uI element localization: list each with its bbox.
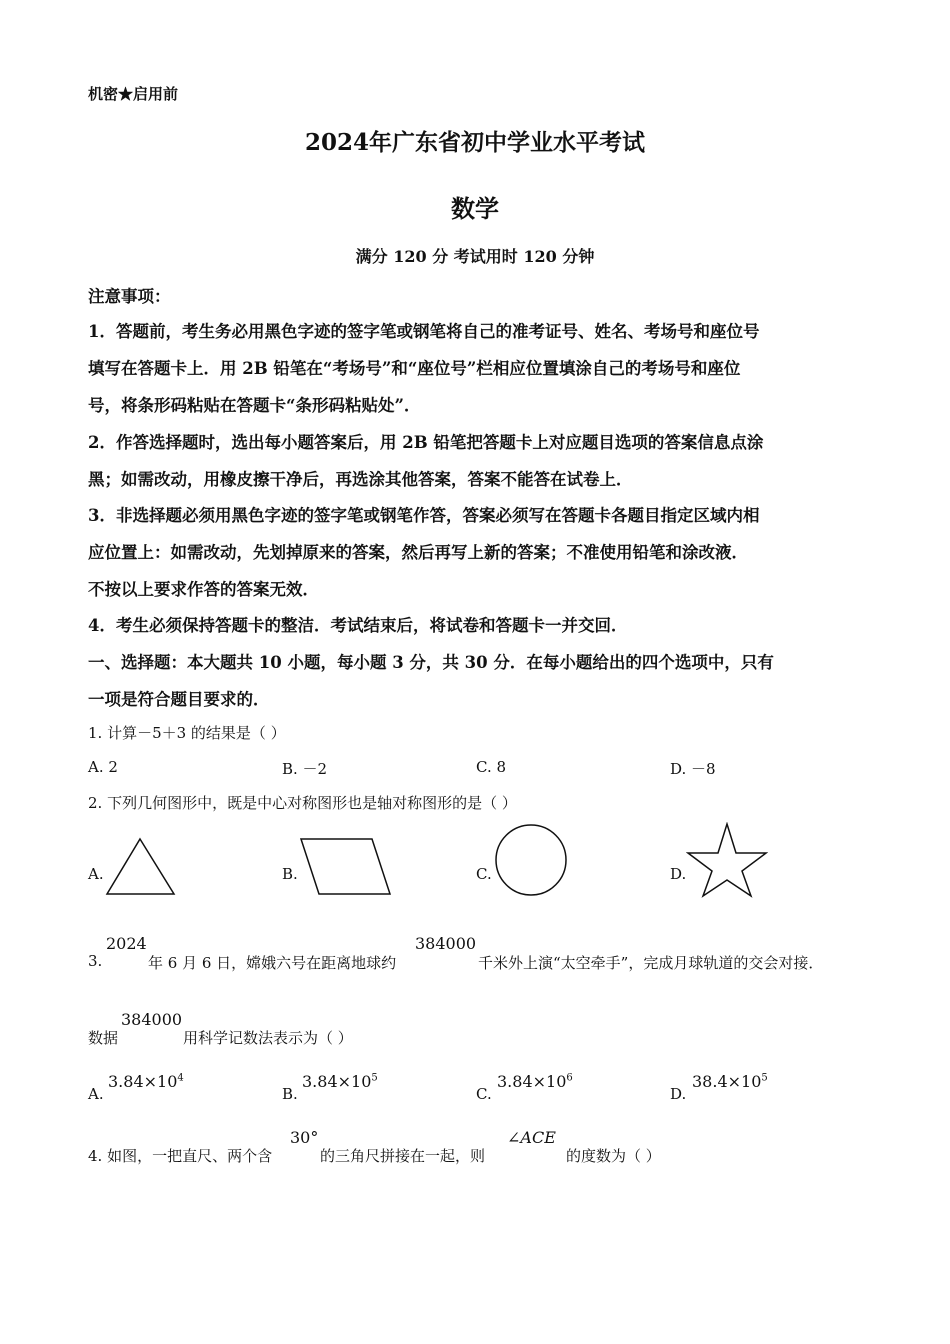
note-line: 填写在答题卡上．用 2B 铅笔在“考场号”和“座位号”栏相应位置填涂自己的考场号和座位 [88, 359, 741, 378]
q3-year: 2024 [106, 934, 147, 953]
q3-line2-prefix: 数据 [88, 1029, 119, 1047]
q3-option-c [476, 1085, 492, 1103]
q3-distance: 384000 [415, 934, 477, 953]
sci-exp: 6 [566, 1072, 573, 1084]
q1-option-b: B. －2 [282, 760, 328, 778]
q3-option-d-value [692, 1072, 768, 1091]
q3-option-b [282, 1085, 298, 1103]
q4-text2: 的三角尺拼接在一起，则 [320, 1147, 486, 1165]
option-label: C. [476, 1085, 492, 1103]
note-line: 3．非选择题必须用黑色字迹的签字笔或钢笔作答，答案必须写在答题卡各题目指定区域内相 [88, 506, 760, 525]
sci-base: 3.84×10 [108, 1072, 178, 1091]
sci-base: 3.84×10 [302, 1072, 372, 1091]
q3-text1: 年 6 月 6 日，嫦娥六号在距离地球约 [148, 954, 397, 972]
q4-text3: 的度数为（ ） [566, 1147, 661, 1165]
q2-option-a-label: A. [88, 865, 104, 883]
note-line: 不按以上要求作答的答案无效． [88, 580, 319, 599]
q2-option-c-label: C. [476, 865, 492, 883]
exam-info: 满分 120 分 考试用时 120 分钟 [355, 247, 595, 266]
q3-option-c-value [497, 1072, 573, 1091]
notes-heading: 注意事项： [88, 287, 171, 306]
sci-exp: 5 [761, 1072, 768, 1084]
q4-ace: ∠ACE [507, 1128, 556, 1147]
q1-option-c: C. 8 [476, 758, 507, 776]
parallelogram-icon [298, 836, 393, 898]
q1-stem: 1. 计算－5＋3 的结果是（ ） [88, 724, 286, 742]
q3-option-a-value [108, 1072, 184, 1091]
sci-exp: 4 [177, 1072, 184, 1084]
page-title: 2024年广东省初中学业水平考试 [304, 129, 645, 156]
q4-angle: 30° [290, 1128, 319, 1147]
option-label: B. [282, 1085, 298, 1103]
q3-line2-num: 384000 [121, 1010, 183, 1029]
circle-icon [492, 822, 570, 900]
sci-exp: 5 [371, 1072, 378, 1084]
q1-option-a: A. 2 [88, 758, 118, 776]
option-label: D. [670, 1085, 687, 1103]
sci-base: 3.84×10 [497, 1072, 567, 1091]
subject-title: 数学 [451, 194, 499, 223]
section-heading-cont: 一项是符合题目要求的． [88, 690, 270, 709]
q3-option-d [670, 1085, 686, 1103]
confidential-label: 机密★启用前 [88, 85, 179, 103]
q3-line2-text: 用科学记数法表示为（ ） [183, 1029, 353, 1047]
note-line: 4．考生必须保持答题卡的整洁．考试结束后，将试卷和答题卡一并交回． [88, 616, 628, 635]
note-line: 2．作答选择题时，选出每小题答案后，用 2B 铅笔把答题卡上对应题目选项的答案信息点涂 [88, 433, 764, 452]
note-line: 号，将条形码粘贴在答题卡“条形码粘贴处”． [88, 396, 421, 415]
q2-option-d-label: D. [670, 865, 687, 883]
q2-stem: 2. 下列几何图形中，既是中心对称图形也是轴对称图形的是（ ） [88, 794, 517, 812]
q2-option-b-label: B. [282, 865, 298, 883]
note-line: 应位置上：如需改动，先划掉原来的答案，然后再写上新的答案；不准使用铅笔和涂改液． [88, 543, 748, 562]
star-icon [686, 822, 768, 898]
q3-text2: 千米外上演“太空牵手”，完成月球轨道的交会对接． [478, 954, 824, 972]
q1-option-d: D. －8 [670, 760, 716, 778]
q3-option-a [88, 1085, 104, 1103]
q3-option-b-value [302, 1072, 378, 1091]
note-line: 黑；如需改动，用橡皮擦干净后，再选涂其他答案，答案不能答在试卷上． [88, 470, 633, 489]
q4-text1: 4. 如图，一把直尺、两个含 [88, 1147, 273, 1165]
q3-prefix: 3. [88, 952, 103, 970]
option-label: A. [88, 1085, 104, 1103]
triangle-icon [104, 836, 176, 898]
note-line: 1．答题前，考生务必用黑色字迹的签字笔或钢笔将自己的准考证号、姓名、考场号和座位号 [88, 322, 760, 341]
section-heading: 一、选择题：本大题共 10 小题，每小题 3 分，共 30 分．在每小题给出的四个选项中，只有 [88, 653, 774, 672]
sci-base: 38.4×10 [692, 1072, 762, 1091]
